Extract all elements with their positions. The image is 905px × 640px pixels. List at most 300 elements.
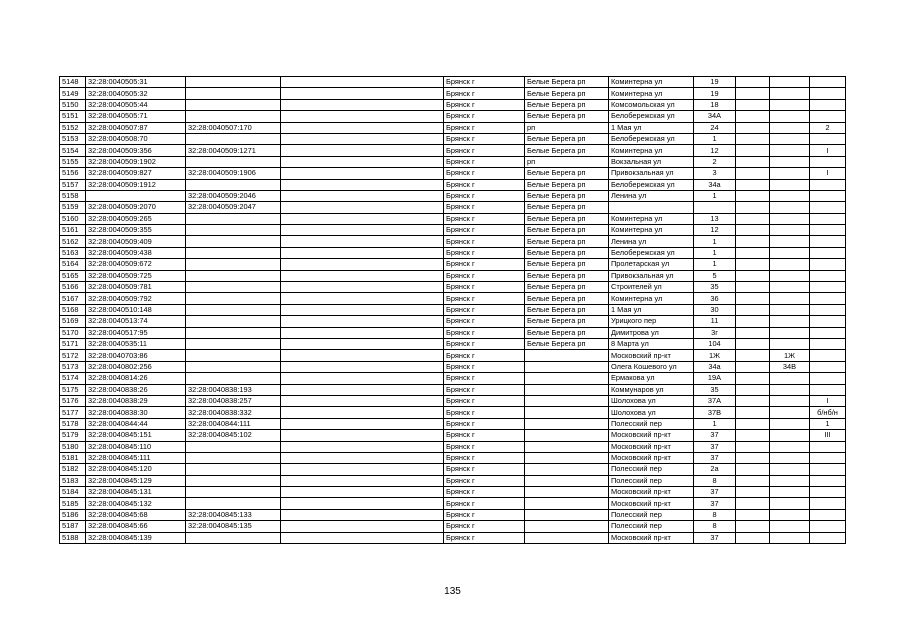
settlement-cell xyxy=(525,418,609,429)
related-cadastral-number-cell xyxy=(186,498,281,509)
cadastral-number-cell: 32:28:0040845:110 xyxy=(86,441,186,452)
table-row xyxy=(60,361,846,372)
street-cell: Московский пр-кт xyxy=(609,350,694,361)
blank-cell xyxy=(281,532,444,543)
cadastral-number-cell: 32:28:0040507:87 xyxy=(86,122,186,133)
premises-cell xyxy=(810,236,846,247)
premises-cell xyxy=(810,350,846,361)
premises-cell xyxy=(810,475,846,486)
related-cadastral-number-cell: 32:28:0040509:2046 xyxy=(186,190,281,201)
row-number-cell: 5176 xyxy=(60,395,86,406)
street-cell: Коминтерна ул xyxy=(609,293,694,304)
related-cadastral-number-cell xyxy=(186,304,281,315)
cadastral-number-cell: 32:28:0040509:438 xyxy=(86,247,186,258)
table-row xyxy=(60,168,846,179)
blank-cell xyxy=(281,464,444,475)
street-cell: Московский пр-кт xyxy=(609,498,694,509)
city-cell: Брянск г xyxy=(444,304,525,315)
blank-cell xyxy=(281,316,444,327)
related-cadastral-number-cell xyxy=(186,338,281,349)
house-number-cell: 35 xyxy=(694,384,736,395)
structure-cell xyxy=(770,407,810,418)
structure-cell xyxy=(770,441,810,452)
blank-cell xyxy=(281,259,444,270)
building-cell xyxy=(736,373,770,384)
premises-cell xyxy=(810,327,846,338)
cadastral-number-cell: 32:28:0040845:151 xyxy=(86,430,186,441)
table-row xyxy=(60,464,846,475)
row-number-cell: 5153 xyxy=(60,133,86,144)
related-cadastral-number-cell xyxy=(186,532,281,543)
settlement-cell: Белые Берега рп xyxy=(525,304,609,315)
building-cell xyxy=(736,213,770,224)
street-cell: 1 Мая ул xyxy=(609,122,694,133)
premises-cell xyxy=(810,133,846,144)
table-row xyxy=(60,270,846,281)
related-cadastral-number-cell xyxy=(186,259,281,270)
building-cell xyxy=(736,202,770,213)
premises-cell xyxy=(810,77,846,88)
building-cell xyxy=(736,395,770,406)
house-number-cell: 37 xyxy=(694,430,736,441)
table-row xyxy=(60,316,846,327)
related-cadastral-number-cell: 32:28:0040845:135 xyxy=(186,521,281,532)
table-row xyxy=(60,202,846,213)
city-cell: Брянск г xyxy=(444,270,525,281)
blank-cell xyxy=(281,395,444,406)
city-cell: Брянск г xyxy=(444,190,525,201)
house-number-cell: 2 xyxy=(694,156,736,167)
house-number-cell: 19 xyxy=(694,77,736,88)
settlement-cell xyxy=(525,350,609,361)
row-number-cell: 5165 xyxy=(60,270,86,281)
blank-cell xyxy=(281,452,444,463)
building-cell xyxy=(736,168,770,179)
building-cell xyxy=(736,88,770,99)
house-number-cell: 35 xyxy=(694,282,736,293)
structure-cell xyxy=(770,111,810,122)
settlement-cell: Белые Берега рп xyxy=(525,88,609,99)
row-number-cell: 5164 xyxy=(60,259,86,270)
structure-cell xyxy=(770,395,810,406)
structure-cell xyxy=(770,133,810,144)
structure-cell xyxy=(770,190,810,201)
table-row xyxy=(60,99,846,110)
related-cadastral-number-cell: 32:28:0040844:111 xyxy=(186,418,281,429)
settlement-cell: Белые Берега рп xyxy=(525,293,609,304)
blank-cell xyxy=(281,111,444,122)
row-number-cell: 5160 xyxy=(60,213,86,224)
blank-cell xyxy=(281,407,444,418)
structure-cell xyxy=(770,498,810,509)
street-cell: 8 Марта ул xyxy=(609,338,694,349)
house-number-cell: 3г xyxy=(694,327,736,338)
structure-cell xyxy=(770,293,810,304)
row-number-cell: 5159 xyxy=(60,202,86,213)
table-row xyxy=(60,179,846,190)
blank-cell xyxy=(281,430,444,441)
blank-cell xyxy=(281,179,444,190)
table-row xyxy=(60,213,846,224)
building-cell xyxy=(736,475,770,486)
premises-cell: 1 xyxy=(810,418,846,429)
structure-cell xyxy=(770,213,810,224)
premises-cell xyxy=(810,304,846,315)
building-cell xyxy=(736,532,770,543)
table-body xyxy=(60,77,846,544)
city-cell: Брянск г xyxy=(444,156,525,167)
cadastral-number-cell: 32:28:0040509:265 xyxy=(86,213,186,224)
city-cell: Брянск г xyxy=(444,236,525,247)
city-cell: Брянск г xyxy=(444,168,525,179)
table-row xyxy=(60,441,846,452)
table-row xyxy=(60,395,846,406)
premises-cell xyxy=(810,338,846,349)
city-cell: Брянск г xyxy=(444,384,525,395)
structure-cell xyxy=(770,122,810,133)
related-cadastral-number-cell xyxy=(186,270,281,281)
house-number-cell: 8 xyxy=(694,475,736,486)
cadastral-number-cell: 32:28:0040509:827 xyxy=(86,168,186,179)
row-number-cell: 5188 xyxy=(60,532,86,543)
row-number-cell: 5151 xyxy=(60,111,86,122)
row-number-cell: 5155 xyxy=(60,156,86,167)
blank-cell xyxy=(281,99,444,110)
settlement-cell: Белые Берега рп xyxy=(525,247,609,258)
settlement-cell: Белые Берега рп xyxy=(525,338,609,349)
building-cell xyxy=(736,111,770,122)
blank-cell xyxy=(281,213,444,224)
row-number-cell: 5175 xyxy=(60,384,86,395)
row-number-cell: 5180 xyxy=(60,441,86,452)
settlement-cell xyxy=(525,430,609,441)
related-cadastral-number-cell xyxy=(186,99,281,110)
table-row xyxy=(60,304,846,315)
premises-cell xyxy=(810,202,846,213)
city-cell: Брянск г xyxy=(444,361,525,372)
settlement-cell xyxy=(525,373,609,384)
street-cell: Коминтерна ул xyxy=(609,88,694,99)
cadastral-number-cell: 32:28:0040505:31 xyxy=(86,77,186,88)
cadastral-number-cell: 32:28:0040505:32 xyxy=(86,88,186,99)
city-cell: Брянск г xyxy=(444,122,525,133)
related-cadastral-number-cell: 32:28:0040838:193 xyxy=(186,384,281,395)
related-cadastral-number-cell xyxy=(186,361,281,372)
blank-cell xyxy=(281,145,444,156)
structure-cell xyxy=(770,304,810,315)
blank-cell xyxy=(281,361,444,372)
cadastral-number-cell: 32:28:0040845:139 xyxy=(86,532,186,543)
premises-cell: б/нб/н xyxy=(810,407,846,418)
city-cell: Брянск г xyxy=(444,487,525,498)
building-cell xyxy=(736,179,770,190)
premises-cell xyxy=(810,111,846,122)
structure-cell xyxy=(770,236,810,247)
premises-cell xyxy=(810,464,846,475)
street-cell: Ленина ул xyxy=(609,190,694,201)
blank-cell xyxy=(281,77,444,88)
row-number-cell: 5187 xyxy=(60,521,86,532)
building-cell xyxy=(736,407,770,418)
street-cell: Вокзальная ул xyxy=(609,156,694,167)
table-row xyxy=(60,521,846,532)
premises-cell xyxy=(810,293,846,304)
related-cadastral-number-cell: 32:28:0040845:102 xyxy=(186,430,281,441)
building-cell xyxy=(736,464,770,475)
related-cadastral-number-cell xyxy=(186,88,281,99)
row-number-cell: 5172 xyxy=(60,350,86,361)
street-cell: Белобережская ул xyxy=(609,111,694,122)
house-number-cell: 24 xyxy=(694,122,736,133)
structure-cell xyxy=(770,270,810,281)
street-cell: Коминтерна ул xyxy=(609,225,694,236)
city-cell: Брянск г xyxy=(444,327,525,338)
premises-cell xyxy=(810,532,846,543)
premises-cell xyxy=(810,316,846,327)
blank-cell xyxy=(281,509,444,520)
cadastral-number-cell: 32:28:0040844:44 xyxy=(86,418,186,429)
building-cell xyxy=(736,133,770,144)
premises-cell xyxy=(810,361,846,372)
row-number-cell: 5167 xyxy=(60,293,86,304)
premises-cell xyxy=(810,259,846,270)
related-cadastral-number-cell xyxy=(186,487,281,498)
row-number-cell: 5148 xyxy=(60,77,86,88)
street-cell: 1 Мая ул xyxy=(609,304,694,315)
cadastral-number-cell: 32:28:0040845:131 xyxy=(86,487,186,498)
blank-cell xyxy=(281,338,444,349)
related-cadastral-number-cell: 32:28:0040838:332 xyxy=(186,407,281,418)
table-row xyxy=(60,282,846,293)
structure-cell xyxy=(770,156,810,167)
premises-cell xyxy=(810,99,846,110)
table-row xyxy=(60,373,846,384)
cadastral-number-cell: 32:28:0040513:74 xyxy=(86,316,186,327)
table-row xyxy=(60,338,846,349)
table-row xyxy=(60,145,846,156)
city-cell: Брянск г xyxy=(444,225,525,236)
house-number-cell: 1 xyxy=(694,247,736,258)
house-number-cell: 34а xyxy=(694,179,736,190)
cadastral-number-cell: 32:28:0040510:148 xyxy=(86,304,186,315)
building-cell xyxy=(736,418,770,429)
house-number-cell: 1 xyxy=(694,259,736,270)
cadastral-number-cell: 32:28:0040505:71 xyxy=(86,111,186,122)
table-row xyxy=(60,430,846,441)
blank-cell xyxy=(281,384,444,395)
street-cell: Ермакова ул xyxy=(609,373,694,384)
settlement-cell xyxy=(525,521,609,532)
cadastral-number-cell: 32:28:0040509:2070 xyxy=(86,202,186,213)
premises-cell: I xyxy=(810,168,846,179)
related-cadastral-number-cell xyxy=(186,475,281,486)
house-number-cell xyxy=(694,202,736,213)
house-number-cell: 37 xyxy=(694,487,736,498)
table-row xyxy=(60,77,846,88)
premises-cell xyxy=(810,270,846,281)
city-cell: Брянск г xyxy=(444,99,525,110)
city-cell: Брянск г xyxy=(444,316,525,327)
blank-cell xyxy=(281,282,444,293)
table-row xyxy=(60,532,846,543)
row-number-cell: 5182 xyxy=(60,464,86,475)
street-cell: Полесский пер xyxy=(609,464,694,475)
related-cadastral-number-cell xyxy=(186,452,281,463)
house-number-cell: 37 xyxy=(694,441,736,452)
blank-cell xyxy=(281,475,444,486)
city-cell: Брянск г xyxy=(444,213,525,224)
street-cell: Коминтерна ул xyxy=(609,213,694,224)
house-number-cell: 12 xyxy=(694,225,736,236)
cadastral-number-cell: 32:28:0040508:70 xyxy=(86,133,186,144)
table-row xyxy=(60,236,846,247)
cadastral-number-cell: 32:28:0040838:26 xyxy=(86,384,186,395)
house-number-cell: 8 xyxy=(694,521,736,532)
related-cadastral-number-cell: 32:28:0040509:1271 xyxy=(186,145,281,156)
related-cadastral-number-cell xyxy=(186,373,281,384)
city-cell: Брянск г xyxy=(444,350,525,361)
structure-cell xyxy=(770,327,810,338)
city-cell: Брянск г xyxy=(444,133,525,144)
cadastral-number-cell: 32:28:0040509:356 xyxy=(86,145,186,156)
building-cell xyxy=(736,77,770,88)
cadastral-number-cell: 32:28:0040509:355 xyxy=(86,225,186,236)
table-row xyxy=(60,509,846,520)
table-row xyxy=(60,156,846,167)
premises-cell xyxy=(810,88,846,99)
table-row xyxy=(60,247,846,258)
street-cell: Московский пр-кт xyxy=(609,441,694,452)
street-cell: Урицкого пер xyxy=(609,316,694,327)
house-number-cell: 19А xyxy=(694,373,736,384)
premises-cell xyxy=(810,441,846,452)
blank-cell xyxy=(281,327,444,338)
structure-cell xyxy=(770,384,810,395)
settlement-cell xyxy=(525,361,609,372)
city-cell: Брянск г xyxy=(444,373,525,384)
cadastral-number-cell: 32:28:0040509:1902 xyxy=(86,156,186,167)
cadastral-number-cell: 32:28:0040509:409 xyxy=(86,236,186,247)
blank-cell xyxy=(281,225,444,236)
street-cell: Привокзальная ул xyxy=(609,168,694,179)
city-cell: Брянск г xyxy=(444,452,525,463)
building-cell xyxy=(736,487,770,498)
premises-cell xyxy=(810,384,846,395)
city-cell: Брянск г xyxy=(444,407,525,418)
building-cell xyxy=(736,361,770,372)
house-number-cell: 19 xyxy=(694,88,736,99)
city-cell: Брянск г xyxy=(444,475,525,486)
premises-cell xyxy=(810,225,846,236)
settlement-cell xyxy=(525,464,609,475)
premises-cell: 2 xyxy=(810,122,846,133)
city-cell: Брянск г xyxy=(444,395,525,406)
premises-cell xyxy=(810,179,846,190)
structure-cell xyxy=(770,168,810,179)
street-cell: Полесский пер xyxy=(609,475,694,486)
cadastral-number-cell: 32:28:0040845:120 xyxy=(86,464,186,475)
structure-cell xyxy=(770,487,810,498)
house-number-cell: 1 xyxy=(694,418,736,429)
street-cell: Московский пр-кт xyxy=(609,532,694,543)
house-number-cell: 18 xyxy=(694,99,736,110)
street-cell: Московский пр-кт xyxy=(609,487,694,498)
building-cell xyxy=(736,452,770,463)
building-cell xyxy=(736,338,770,349)
premises-cell xyxy=(810,452,846,463)
settlement-cell: Белые Берега рп xyxy=(525,259,609,270)
city-cell: Брянск г xyxy=(444,179,525,190)
street-cell: Комсомольская ул xyxy=(609,99,694,110)
house-number-cell: 5 xyxy=(694,270,736,281)
premises-cell xyxy=(810,509,846,520)
house-number-cell: 1 xyxy=(694,236,736,247)
street-cell: Ленина ул xyxy=(609,236,694,247)
table-row xyxy=(60,190,846,201)
row-number-cell: 5157 xyxy=(60,179,86,190)
blank-cell xyxy=(281,133,444,144)
row-number-cell: 5178 xyxy=(60,418,86,429)
street-cell: Пролетарская ул xyxy=(609,259,694,270)
building-cell xyxy=(736,327,770,338)
blank-cell xyxy=(281,373,444,384)
building-cell xyxy=(736,304,770,315)
premises-cell xyxy=(810,213,846,224)
settlement-cell: Белые Берега рп xyxy=(525,99,609,110)
building-cell xyxy=(736,236,770,247)
cadastral-number-cell: 32:28:0040517:95 xyxy=(86,327,186,338)
street-cell: Шолохова ул xyxy=(609,407,694,418)
structure-cell xyxy=(770,430,810,441)
table-row xyxy=(60,498,846,509)
building-cell xyxy=(736,350,770,361)
building-cell xyxy=(736,509,770,520)
house-number-cell: 104 xyxy=(694,338,736,349)
cadastral-number-cell: 32:28:0040509:725 xyxy=(86,270,186,281)
structure-cell: 1Ж xyxy=(770,350,810,361)
building-cell xyxy=(736,122,770,133)
city-cell: Брянск г xyxy=(444,293,525,304)
house-number-cell: 8 xyxy=(694,509,736,520)
structure-cell xyxy=(770,464,810,475)
premises-cell xyxy=(810,487,846,498)
street-cell: Привокзальная ул xyxy=(609,270,694,281)
related-cadastral-number-cell xyxy=(186,327,281,338)
row-number-cell: 5174 xyxy=(60,373,86,384)
structure-cell: 34В xyxy=(770,361,810,372)
house-number-cell: 37А xyxy=(694,395,736,406)
related-cadastral-number-cell xyxy=(186,282,281,293)
blank-cell xyxy=(281,350,444,361)
street-cell: Димитрова ул xyxy=(609,327,694,338)
related-cadastral-number-cell xyxy=(186,77,281,88)
premises-cell: I xyxy=(810,145,846,156)
table-row xyxy=(60,487,846,498)
blank-cell xyxy=(281,441,444,452)
house-number-cell: 37В xyxy=(694,407,736,418)
blank-cell xyxy=(281,487,444,498)
cadastral-number-cell: 32:28:0040845:68 xyxy=(86,509,186,520)
structure-cell xyxy=(770,316,810,327)
row-number-cell: 5185 xyxy=(60,498,86,509)
row-number-cell: 5156 xyxy=(60,168,86,179)
settlement-cell: Белые Берега рп xyxy=(525,179,609,190)
settlement-cell xyxy=(525,475,609,486)
settlement-cell: рп xyxy=(525,122,609,133)
cadastral-number-cell: 32:28:0040505:44 xyxy=(86,99,186,110)
table-row xyxy=(60,88,846,99)
settlement-cell: Белые Берега рп xyxy=(525,316,609,327)
